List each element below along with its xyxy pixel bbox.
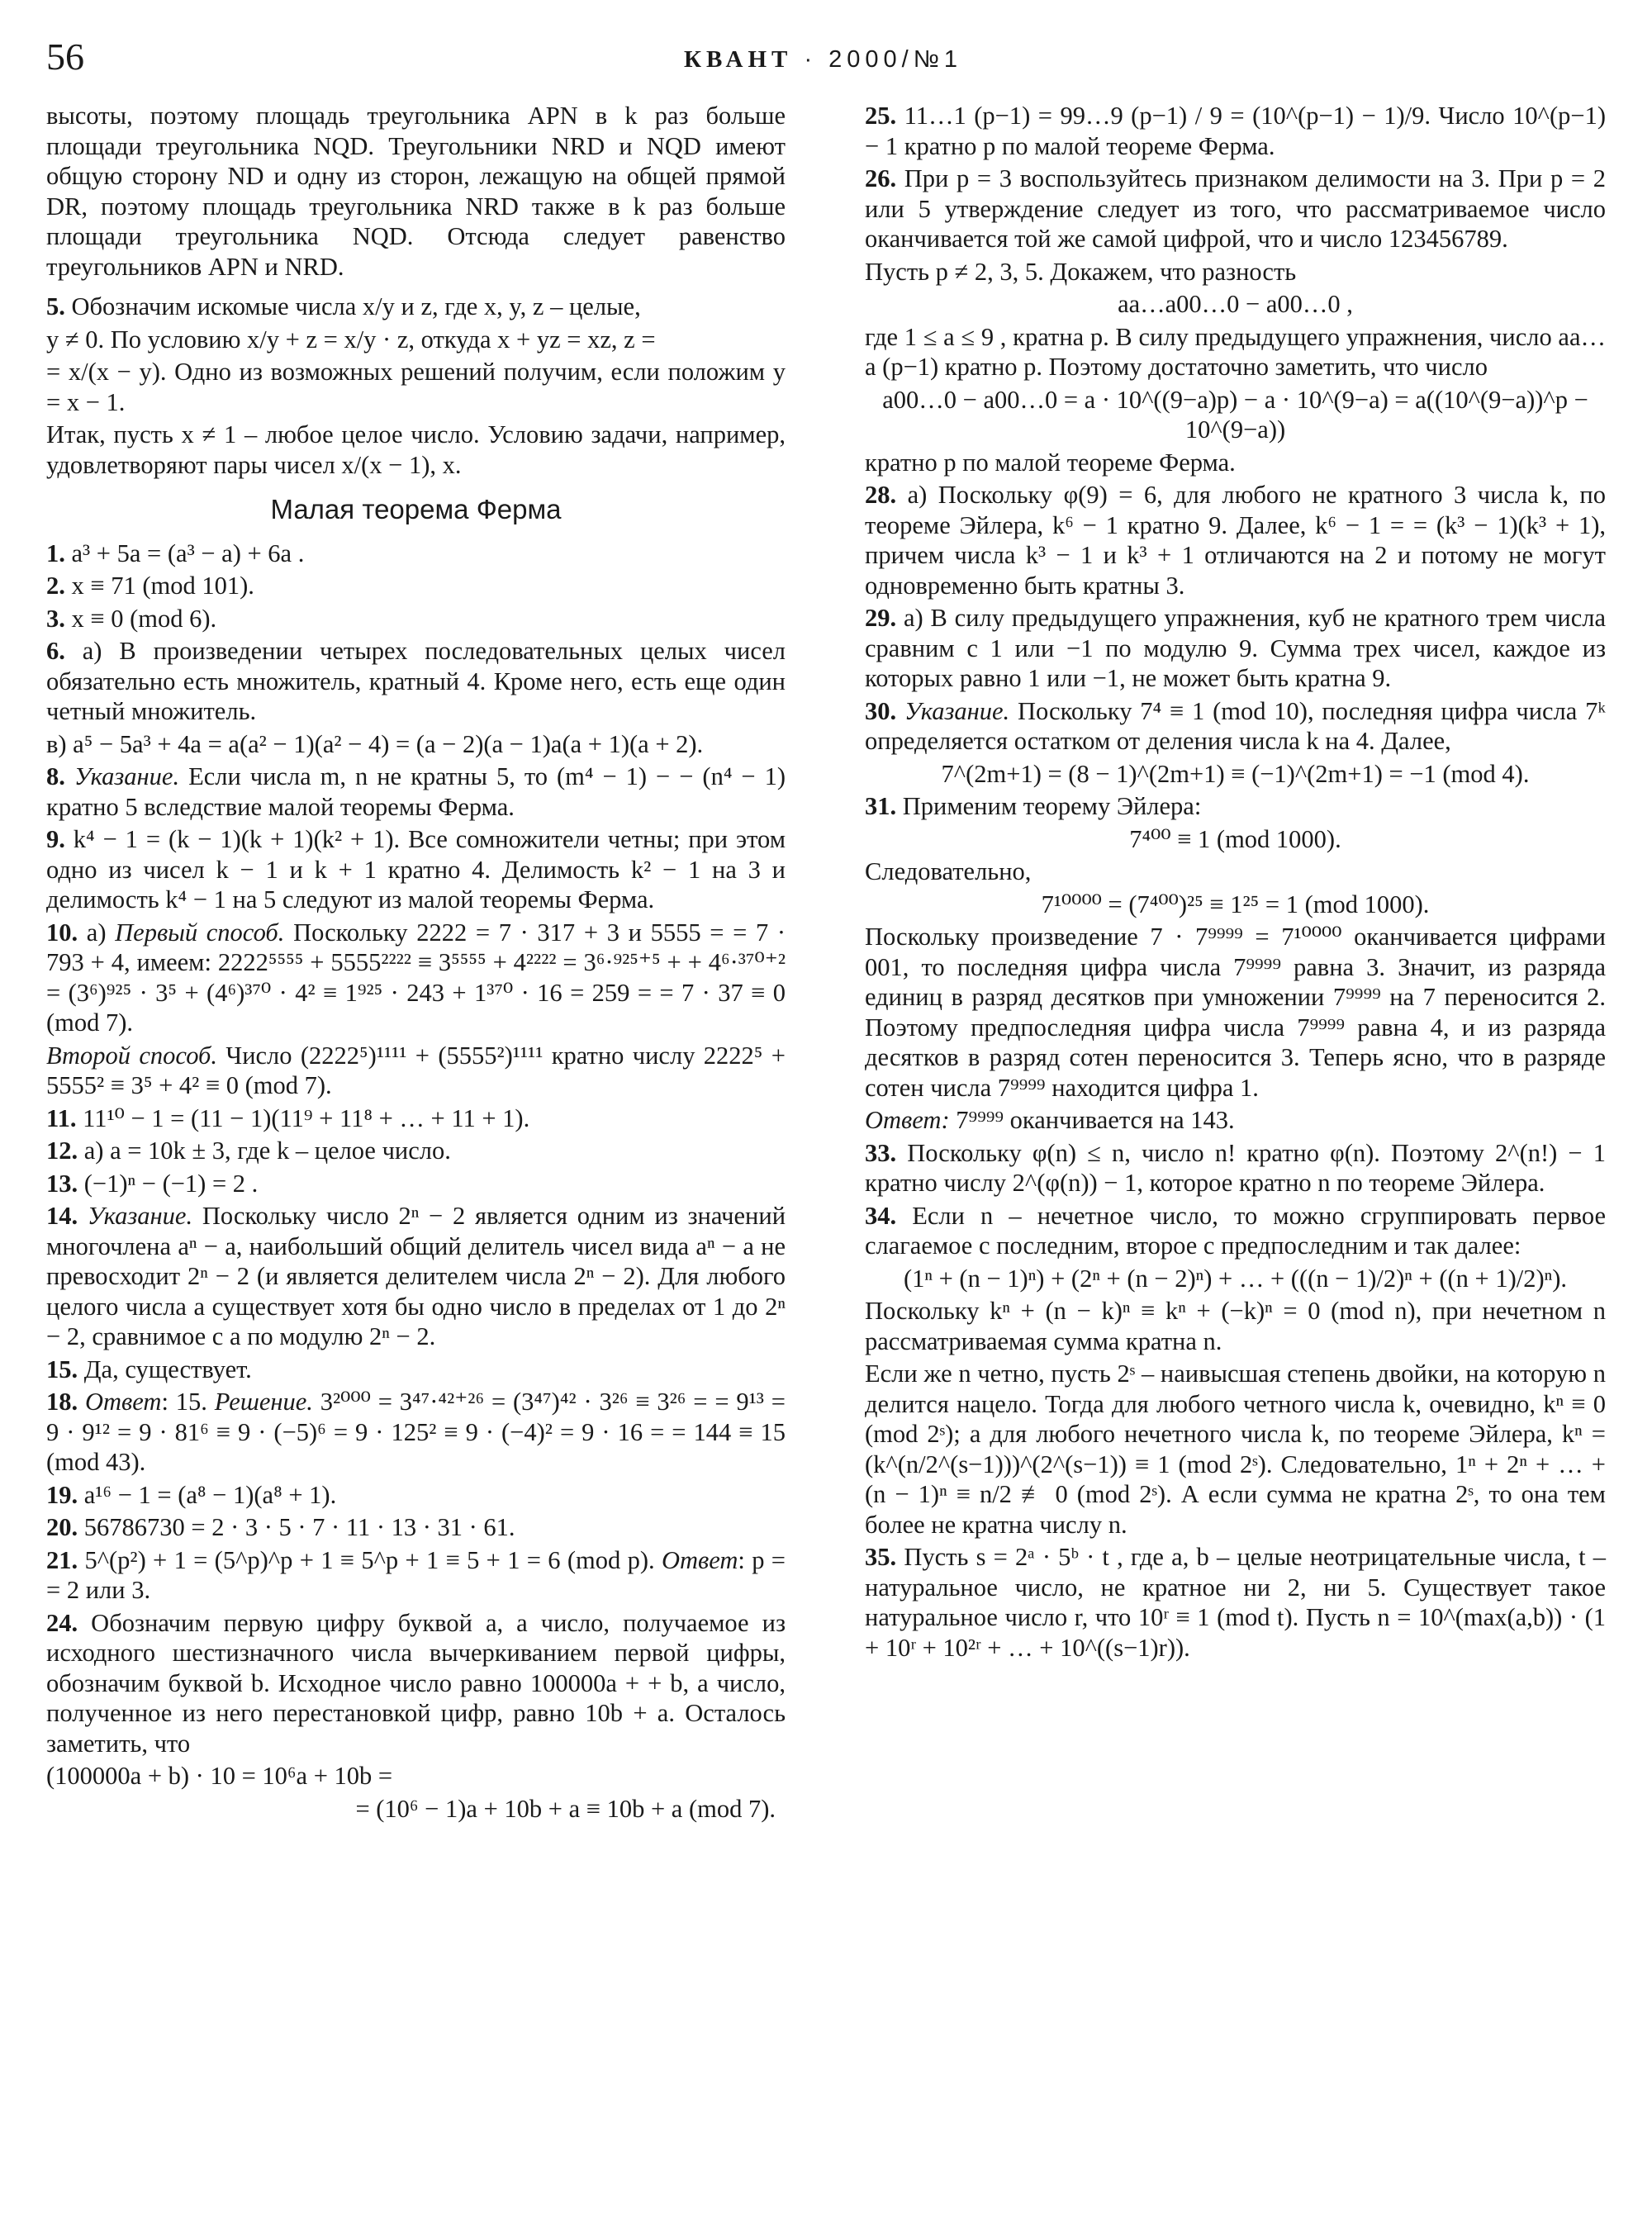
solution-text: 56786730 = 2 · 3 · 5 · 7 · 11 · 13 · 31 · 61. [83, 1513, 515, 1541]
solution-text: При p = 3 воспользуйтесь признаком делимости на 3. При p = 2 или 5 утверждение следует из того, что рассматриваемое число оканчивается той же самой цифрой, что и число 123456789. [865, 164, 1606, 253]
solution-18 [46, 1387, 786, 1478]
solution-15 [46, 1355, 786, 1385]
method-label: Второй способ. [46, 1041, 218, 1070]
paragraph [865, 1105, 1606, 1136]
right-column [865, 101, 1606, 1665]
solution-text: Обозначим искомые числа x/y и z, где x, y, z – целые, [71, 292, 641, 320]
formula: 7⁴⁰⁰ ≡ 1 (mod 1000). [1129, 824, 1341, 853]
problem-number: 30. [865, 696, 897, 725]
paragraph: Итак, пусть x ≠ 1 – любое целое число. Условию задачи, например, удовлетворяют пары чисел x/(x − 1), x. [46, 420, 786, 479]
solution-33 [865, 1138, 1606, 1198]
solution-text: 11¹⁰ − 1 = (11 − 1)(11⁹ + 11⁸ + … + 11 + 1). [83, 1103, 530, 1132]
problem-number: 29. [865, 604, 897, 632]
paragraph: высоты, поэтому площадь треугольника APN в k раз больше площади треугольника NQD. Треугольники NRD и NQD имеют общую сторону ND и одну из сторон, лежащую на общей прямой DR, поэтому площадь треугольника NRD также в k раз больше площади треугольника NQD. Отсюда следует равенство треугольников APN и NRD. [46, 102, 786, 281]
problem-number: 26. [865, 164, 897, 192]
solution-text: (−1)ⁿ − (−1) = 2 . [83, 1169, 259, 1198]
paragraph: Следовательно, [865, 857, 1032, 885]
problem-number: 25. [865, 102, 897, 130]
problem-number: 15. [46, 1355, 78, 1383]
answer-label: Ответ [84, 1388, 162, 1416]
paragraph: = x/(x − y). Одно из возможных решений получим, если положим y = x − 1. [46, 358, 786, 416]
problem-number: 1. [46, 539, 65, 567]
solution-21 [46, 1545, 786, 1606]
paragraph: Пусть p ≠ 2, 3, 5. Докажем, что разность [865, 257, 1297, 286]
formula: = (10⁶ − 1)a + 10b + a ≡ 10b + a (mod 7). [355, 1794, 776, 1823]
problem-number: 31. [865, 792, 897, 820]
solution-26 [865, 164, 1606, 254]
problem-number: 20. [46, 1513, 78, 1541]
solution-5 [46, 292, 786, 322]
method-label: Первый способ. [115, 918, 285, 947]
solution-10 [46, 918, 786, 1038]
section-title: Малая теорема Ферма [270, 494, 562, 524]
paragraph: где 1 ≤ a ≤ 9 , кратна p. В силу предыдущего упражнения, число aa…a (p−1) кратно p. Поэтому достаточно заметить, что число [865, 322, 1606, 381]
solution-30 [865, 696, 1606, 757]
answer-label: Ответ: [865, 1106, 950, 1134]
problem-number: 3. [46, 604, 65, 633]
paragraph: Поскольку kⁿ + (n − k)ⁿ ≡ kⁿ + (−k)ⁿ = 0 (mod n), при нечетном n рассматриваемая сумма кратна n. [865, 1297, 1606, 1355]
problem-number: 11. [46, 1103, 77, 1132]
solution-text: Да, существует. [83, 1355, 252, 1383]
solution-text: Поскольку число 2ⁿ − 2 является одним из значений многочлена aⁿ − a, наибольший общий делитель чисел вида aⁿ − a не превосходит 2ⁿ − 2 (и является делителем числа 2ⁿ − 2). Для любого целого числа a существует хотя бы одно число в пределах от 1 до 2ⁿ − 2, сравнимое с a по модулю 2ⁿ − 2. [46, 1202, 786, 1350]
solution-3 [46, 604, 786, 634]
solution-text: x ≡ 71 (mod 101). [71, 572, 254, 600]
solution-text: 3²⁰⁰⁰ = 3⁴⁷·⁴²⁺²⁶ = (3⁴⁷)⁴² · 3²⁶ ≡ 3²⁶ = = 9¹³ = 9 · 9¹² = 9 · 81⁶ ≡ 9 · (−5)⁶ = 9 · 125² ≡ 9 · (−4)² = 9 · 16 = = 144 ≡ 15 (mod 43). [46, 1388, 786, 1476]
solution-text: 11…1 (p−1) = 99…9 (p−1) / 9 = (10^(p−1) − 1)/9. Число 10^(p−1) − 1 кратно p по малой теореме Ферма. [865, 102, 1606, 160]
solution-text: : 15. [161, 1388, 215, 1416]
solution-text: 5^(p²) + 1 = (5^p)^p + 1 ≡ 5^p + 1 ≡ 5 + 1 = 6 (mod p). [84, 1545, 655, 1574]
solution-12 [46, 1136, 786, 1166]
problem-number: 8. [46, 762, 65, 790]
solution-8 [46, 762, 786, 822]
solution-text: Поскольку 7⁴ ≡ 1 (mod 10), последняя цифра числа 7ᵏ определяется остатком от деления числа k на 4. Далее, [865, 696, 1606, 755]
solution-text: Применим теорему Эйлера: [902, 792, 1202, 820]
solution-14 [46, 1201, 786, 1352]
solution-35 [865, 1542, 1606, 1663]
problem-number: 21. [46, 1545, 78, 1574]
solution-text: Пусть s = 2ᵃ · 5ᵇ · t , где a, b – целые неотрицательные числа, t – натуральное число, не кратное ни 2, ни 5. Существует такое натуральное число r, что 10ʳ ≡ 1 (mod t). Пусть n = 10^(max(a,b)) · (1 + 10ʳ + 10²ʳ + … + 10^((s−1)r)). [865, 1543, 1607, 1662]
hint-label: Указание. [74, 762, 180, 790]
solution-text: Число (2222⁵)¹¹¹¹ + (5555²)¹¹¹¹ кратно числу 2222⁵ + 5555² ≡ 3⁵ + 4² ≡ 0 (mod 7). [46, 1041, 786, 1099]
paragraph: y ≠ 0. По условию x/y + z = x/y · z, откуда x + yz = xz, z = [46, 325, 656, 354]
problem-number: 12. [46, 1136, 78, 1165]
solution-34 [865, 1201, 1606, 1261]
formula: 7¹⁰⁰⁰⁰ = (7⁴⁰⁰)²⁵ ≡ 1²⁵ = 1 (mod 1000). [1041, 890, 1430, 918]
formula: a00…0 − a00…0 = a · 10^((9−a)p) − a · 10^(9−a) = a((10^(9−a))^p − 10^(9−a)) [882, 385, 1588, 444]
problem-number: 13. [46, 1169, 78, 1198]
problem-number: 19. [46, 1480, 78, 1509]
solution-text: Поскольку φ(n) ≤ n, число n! кратно φ(n). Поэтому 2^(n!) − 1 кратно числу 2^(φ(n)) − 1, которое кратно n по теореме Эйлера. [865, 1138, 1606, 1197]
solution-text: a³ + 5a = (a³ − a) + 6a . [71, 539, 305, 567]
solution-label: Решение. [214, 1388, 313, 1416]
solution-20 [46, 1512, 786, 1543]
solution-9 [46, 824, 786, 915]
problem-number: 35. [865, 1543, 897, 1571]
solution-1 [46, 539, 786, 569]
paragraph: кратно p по малой теореме Ферма. [865, 448, 1236, 477]
solution-19 [46, 1480, 786, 1511]
formula: 7^(2m+1) = (8 − 1)^(2m+1) ≡ (−1)^(2m+1) = −1 (mod 4). [941, 759, 1530, 788]
solution-text: а) a = 10k ± 3, где k – целое число. [83, 1136, 451, 1165]
left-column [46, 101, 786, 1826]
solution-25 [865, 101, 1606, 161]
problem-number: 33. [865, 1138, 897, 1167]
hint-label: Указание. [904, 696, 1010, 725]
formula: (100000a + b) · 10 = 10⁶a + 10b = [46, 1762, 393, 1790]
solution-24 [46, 1608, 786, 1759]
paragraph [46, 1041, 786, 1101]
problem-number: 10. [46, 918, 78, 947]
hint-label: Указание. [87, 1202, 193, 1230]
paragraph: Поскольку произведение 7 · 7⁹⁹⁹⁹ = 7¹⁰⁰⁰⁰ оканчивается цифрами 001, то последняя цифра числа 7⁹⁹⁹⁹ равна 3. Значит, из разряда единиц в разряд десятков при умножении 7⁹⁹⁹⁹ на 7 переносится 2. Поэтому предпоследняя цифра числа 7⁹⁹⁹⁹ равна 4, и из разряда десятков в разряд сотен переносится 3. Теперь ясно, что в разряде сотен числа 7⁹⁹⁹⁹ находится цифра 1. [865, 923, 1606, 1102]
problem-number: 2. [46, 572, 65, 600]
solution-31 [865, 791, 1606, 822]
problem-number: 34. [865, 1201, 897, 1230]
problem-number: 24. [46, 1608, 78, 1637]
solution-6 [46, 636, 786, 727]
solution-13 [46, 1169, 786, 1199]
solution-text: Если числа m, n не кратны 5, то (m⁴ − 1) − − (n⁴ − 1) кратно 5 вследствие малой теоремы Ферма. [46, 762, 786, 821]
solution-text: а) Поскольку φ(9) = 6, для любого не кратного 3 числа k, по теореме Эйлера, k⁶ − 1 кратно 9. Далее, k⁶ − 1 = = (k³ − 1)(k³ + 1), причем числа k³ − 1 и k³ + 1 отличаются на 2 и потому не могут одновременно быть кратны 3. [865, 481, 1607, 600]
solution-text: x ≡ 0 (mod 6). [71, 604, 217, 633]
problem-number: 18. [46, 1388, 78, 1416]
solution-11 [46, 1103, 786, 1134]
journal-name: КВАНТ [684, 46, 793, 73]
solution-2 [46, 571, 786, 601]
running-header [684, 46, 962, 74]
problem-number: 9. [46, 825, 65, 853]
paragraph: в) a⁵ − 5a³ + 4a = a(a² − 1)(a² − 4) = (a − 2)(a − 1)a(a + 1)(a + 2). [46, 729, 704, 758]
problem-number: 5. [46, 292, 65, 320]
paragraph: Если же n четно, пусть 2ˢ – наивысшая степень двойки, на которую n делится нацело. Тогда для любого четного числа k, очевидно, kⁿ ≡ 0 (mod 2ˢ); а для любого нечетного числа k, по теореме Эйлера, kⁿ = (k^(n/2^(s−1)))^(2^(s−1)) ≡ 1 (mod 2ˢ). Следовательно, 1ⁿ + 2ⁿ + … + (n − 1)ⁿ ≡ n/2 ≢ 0 (mod 2ˢ). А если сумма не кратна 2ˢ, то она тем более не кратна числу n. [865, 1359, 1606, 1539]
page-number: 56 [46, 36, 84, 78]
problem-number: 6. [46, 637, 65, 665]
solution-text: k⁴ − 1 = (k − 1)(k + 1)(k² + 1). Все сомножители четны; при этом одно из чисел k − 1 и k + 1 кратно 4. Делимость k² − 1 на 3 и делимость k⁴ − 1 на 5 следуют из малой теоремы Ферма. [46, 825, 786, 913]
answer-label: Ответ [661, 1545, 738, 1574]
solution-29 [865, 603, 1606, 694]
formula: (1ⁿ + (n − 1)ⁿ) + (2ⁿ + (n − 2)ⁿ) + … + (((n − 1)/2)ⁿ + ((n + 1)/2)ⁿ). [903, 1264, 1568, 1293]
solution-text: Обозначим первую цифру буквой a, а число, получаемое из исходного шестизначного числа вычеркиванием первой цифры, обозначим буквой b. Исходное число равно 100000a + + b, а число, полученное из него перестановкой цифр, равно 10b + a. Осталось заметить, что [46, 1608, 786, 1758]
problem-number: 14. [46, 1202, 78, 1230]
solution-text: Поскольку 2222 = 7 · 317 + 3 и 5555 = = 7 · 793 + 4, имеем: 2222⁵⁵⁵⁵ + 5555²²²² ≡ 3⁵⁵⁵⁵ + 4²²²² = 3⁶·⁹²⁵⁺⁵ + + 4⁶·³⁷⁰⁺² = (3⁶)⁹²⁵ · 3⁵ + (4⁶)³⁷⁰ · 4² ≡ 1⁹²⁵ · 243 + 1³⁷⁰ · 16 = 259 = = 7 · 37 ≡ 0 (mod 7). [46, 918, 786, 1037]
problem-number: 28. [865, 481, 897, 509]
solution-text: 7⁹⁹⁹⁹ оканчивается на 143. [949, 1106, 1235, 1134]
solution-text: a¹⁶ − 1 = (a⁸ − 1)(a⁸ + 1). [83, 1480, 337, 1509]
formula: aa…a00…0 − a00…0 , [1118, 290, 1353, 318]
solution-text: а) В произведении четырех последовательных целых чисел обязательно есть множитель, кратный 4. Кроме него, есть еще один четный множитель. [46, 637, 786, 725]
solution-text: а) В силу предыдущего упражнения, куб не кратного трем числа сравним с 1 или −1 по модулю 9. Сумма трех чисел, каждое из которых равно 1 или −1, не может быть кратна 9. [865, 604, 1607, 692]
solution-text: Если n – нечетное число, то можно сгруппировать первое слагаемое с последним, второе с предпоследним и так далее: [865, 1201, 1607, 1260]
issue-number: · 2000/№1 [804, 46, 962, 73]
solution-28 [865, 480, 1606, 600]
solution-text: а) [86, 918, 116, 947]
solution-text: : p = = 2 или 3. [46, 1545, 786, 1604]
